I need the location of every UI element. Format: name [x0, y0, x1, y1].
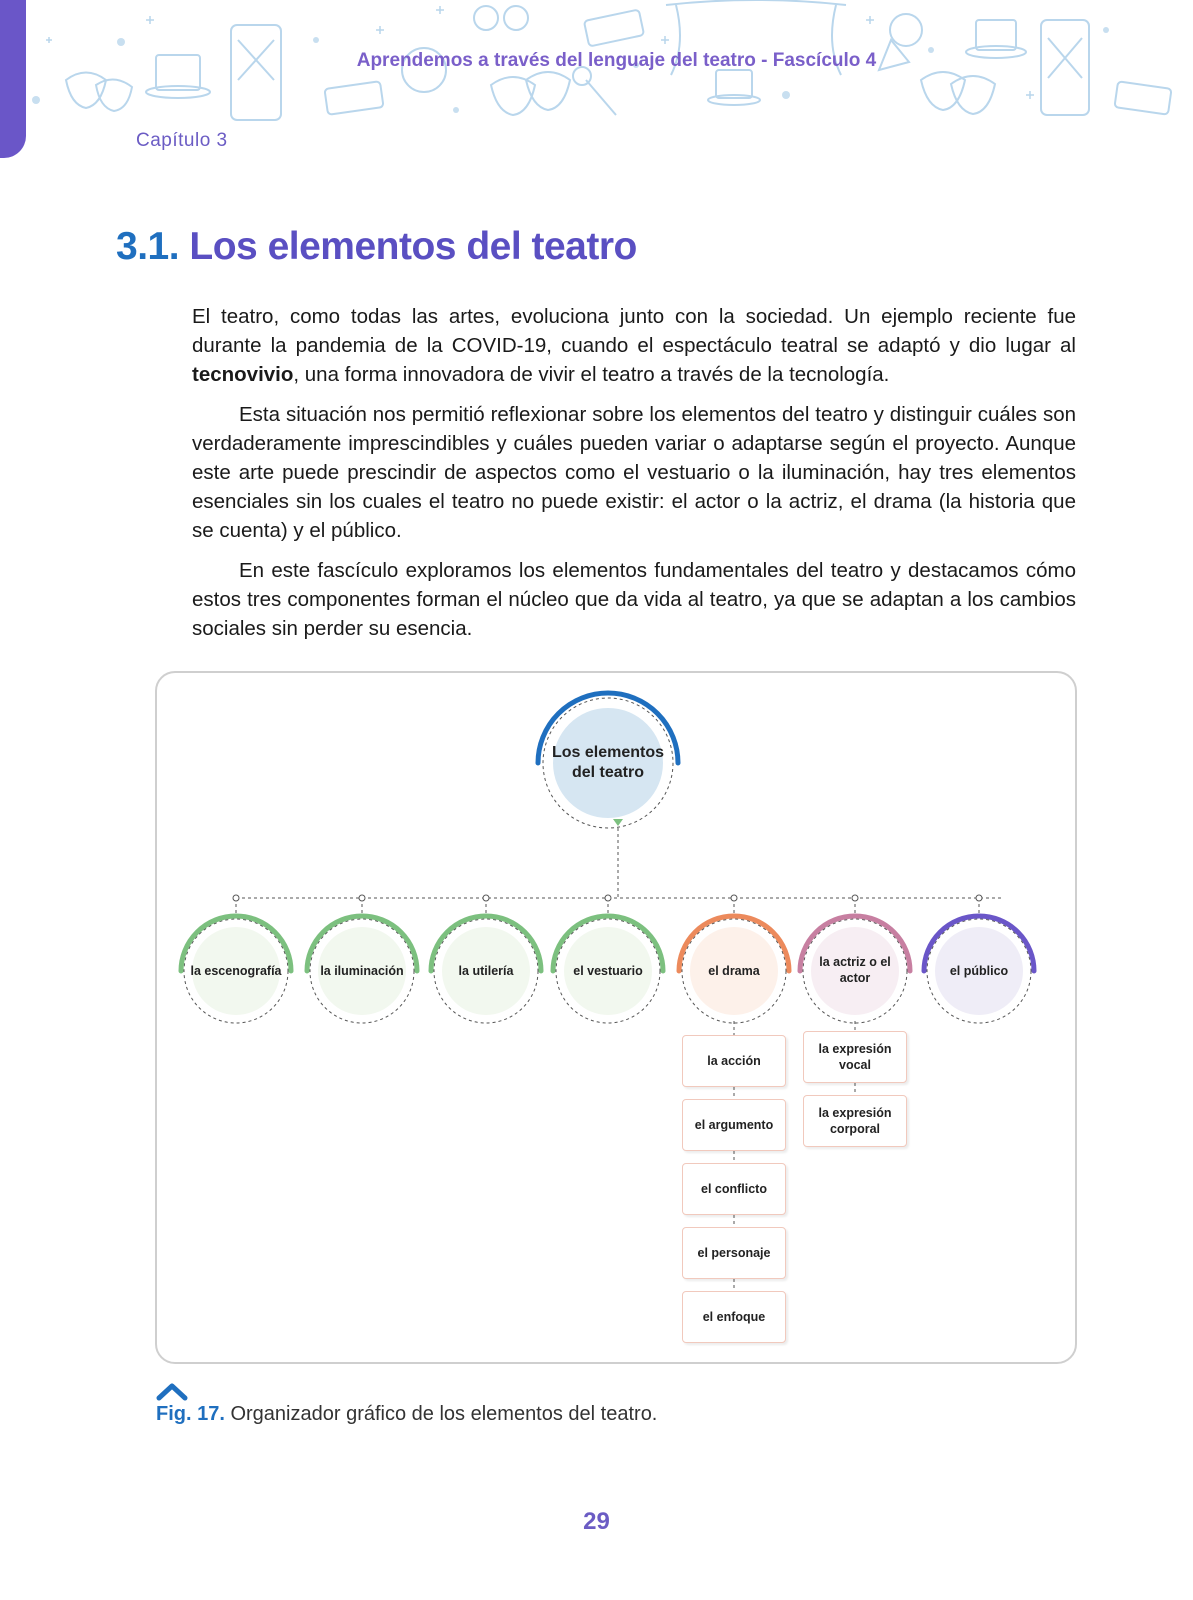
- figure-number: Fig. 17.: [156, 1403, 225, 1425]
- drama-child-personaje: el personaje: [682, 1227, 786, 1279]
- paragraph-1: [192, 302, 1076, 389]
- node-vestuario: el vestuario: [573, 964, 643, 978]
- section-heading-text: Los elementos del teatro: [189, 225, 637, 268]
- body-text: [192, 302, 1076, 654]
- section-number: 3.1.: [116, 225, 180, 268]
- node-iluminacion: la iluminación: [320, 964, 404, 978]
- paragraph-2: Esta situación nos permitió reflexionar sobre los elementos del teatro y distinguir cuáles son verdaderamente imprescindibles y cuáles pueden variar o adaptarse según el proyecto. Aunque este arte puede prescindir de aspectos como el vestuario o la iluminación, hay tres elementos esenciales sin los cuales el teatro no puede existir: el actor o la actriz, el drama (la historia que se cuenta) y el público.: [192, 403, 1076, 542]
- drama-child-enfoque: el enfoque: [682, 1291, 786, 1343]
- node-escenografia: la escenografía: [190, 964, 282, 978]
- paragraph-1-end: , una forma innovadora de vivir el teatro a través de la tecnología.: [293, 363, 890, 386]
- figure-caption: [156, 1403, 657, 1426]
- paragraph-3: En este fascículo exploramos los elementos fundamentales del teatro y destacamos cómo estos tres componentes forman el núcleo que da vida al teatro, ya que se adaptan a los cambios sociales sin perder su esencia.: [192, 559, 1076, 640]
- node-publico: el público: [949, 964, 1009, 978]
- node-drama: el drama: [708, 964, 760, 978]
- actor-child-expresion-vocal: la expresión vocal: [803, 1031, 907, 1083]
- section-title: [116, 225, 637, 269]
- drama-child-accion: la acción: [682, 1035, 786, 1087]
- node-utileria: la utilería: [458, 964, 514, 978]
- node-actor: la actriz o el actor: [819, 955, 891, 985]
- paragraph-1-text: El teatro, como todas las artes, evoluciona junto con la sociedad. Un ejemplo reciente fue durante la pandemia de la COVID-19, cuando el espectáculo teatral se adaptó y dio lugar al: [192, 305, 1076, 357]
- drama-child-argumento: el argumento: [682, 1099, 786, 1151]
- actor-child-expresion-corporal: la expresión corporal: [803, 1095, 907, 1147]
- chapter-side-tab: [0, 0, 26, 158]
- figure-caption-text: Organizador gráfico de los elementos del teatro.: [224, 1403, 658, 1425]
- chapter-label: Capítulo 3: [136, 130, 228, 151]
- root-node-label: Los elementos del teatro: [551, 744, 665, 781]
- page-number: 29: [583, 1508, 610, 1535]
- drama-child-conflicto: el conflicto: [682, 1163, 786, 1215]
- concept-map-figure: [155, 671, 1077, 1364]
- book-header-title: Aprendemos a través del lenguaje del teatro - Fascículo 4: [356, 50, 877, 71]
- chevron-up-icon: [156, 1381, 188, 1401]
- tecnovivio-term: tecnovivio: [192, 363, 294, 386]
